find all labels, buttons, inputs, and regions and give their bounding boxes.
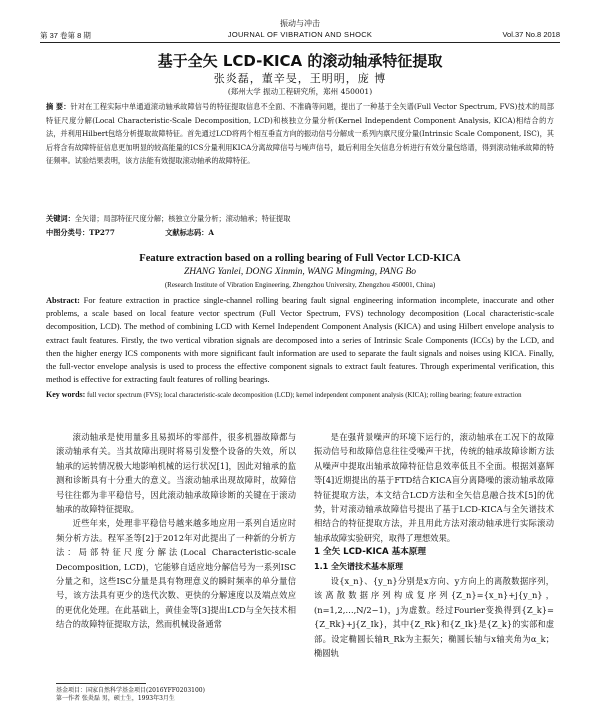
authors-cn: 张炎磊，董辛旻，王明明，庞 博 bbox=[213, 72, 387, 85]
abstract-en bbox=[46, 294, 554, 386]
authors-en: ZHANG Yanlei, DONG Xinmin, WANG Mingming, PANG Bo bbox=[183, 267, 417, 277]
abstract-cn-text: 针对在工程实际中单通道滚动轴承故障信号的特征提取信息不全面、不准确等问题，提出了一种基于全矢谱(Full Vector Spectrum, FVS)技术的局部特征尺度分解(Local Characteristic-Scale Decomposition, LCD)和核独立分量分析(Kernel Independent Component Analysis, KICA)相结合的方法，并利用Hilbert包络分析提取故障特征。首先通过LCD将两个相互垂直方向的振动信号分解成一系列内禀尺度分量(Intrinsic Scale Component, ISC)，其后将含有故障特征信息更加明显的较高能量的ICS分量利用KICA分离故障信号与噪声信号，最后利用全矢信息分析进行有效分量包络谱，得到滚动轴承故障的特征频率。试验结果表明，该方法能有效提取滚动轴承的故障特征。 bbox=[46, 102, 554, 166]
running-header bbox=[40, 30, 560, 43]
body-column-right bbox=[314, 430, 554, 661]
paragraph: 近些年来，处理非平稳信号越来越多地应用一系列自适应时频分析方法。程军圣等[2]于2012年对此提出了一种新的分析方法：局部特征尺度分解法(Local Characteristic-scale Decomposition, LCD)，它能够自适应地分解信号为一系列ISC分量之和，这些ISC分量是具有物理意义的瞬时频率的单分量信号，该方法具有更少的迭代次数、更快的分解速度以及端点效应的更优化处理。在此基础上，黄佳金等[3]提出LCD与全矢技术相结合的故障特征提取方法，然而机械设备通常 bbox=[56, 518, 296, 630]
title-en: Feature extraction based on a rolling bearing of Full Vector LCD-KICA bbox=[139, 253, 461, 264]
keywords-en bbox=[46, 388, 554, 402]
abstract-cn bbox=[46, 100, 554, 168]
keywords-cn-label: 关键词： bbox=[46, 214, 75, 223]
abstract-en-text: For feature extraction in practice single-channel rolling bearing fault signal engineering information incomplete, inaccurate and other problems, a scale based on local feature vector spectrum (Full Vector Spectrum, FVS) technology decomposition (Local characteristic-scale decomposition, LCD). The method of combining LCD with Kernel Independent Component Analysis (KICA) and using Hilbert envelope analysis to extract fault features. Firstly, the two vertical vibration signals are decomposed into a series of Intrinsic Scale Components (ICCs) by the LCD, and then the higher energy ICS components with more significant fault information are used to separate the fault signals and noises using KICA. Finally, the full-vector envelope analysis is used to process the effective component signals to extract fault features. Through experimental verification, this method is effective for extracting fault features of rolling bearings. bbox=[46, 296, 554, 385]
journal-name-en: JOURNAL OF VIBRATION AND SHOCK bbox=[227, 30, 373, 39]
abstract-cn-label: 摘 要： bbox=[46, 102, 71, 111]
institution-en: (Research Institute of Vibration Engineering, Zhengzhou University, Zhengzhou 450001, China) bbox=[164, 281, 436, 289]
keywords-cn bbox=[46, 214, 554, 224]
paragraph: 滚动轴承是使用量多且易损坏的零部件，很多机器故障都与滚动轴承有关。当其故障出现时将易引发整个设备的失效，所以轴承的运转情况极大地影响机械的运行状况[1]，因此对轴承的监测和诊断具有十分重大的意义。当滚动轴承出现故障时，故障信号往往都为非平稳信号，因此滚动轴承故障诊断的关键在于滚动轴承的故障特征提取。 bbox=[56, 432, 296, 515]
journal-name-cn: 振动与冲击 bbox=[280, 19, 320, 28]
body-column-left bbox=[56, 430, 296, 632]
document-code: 文献标志码：A bbox=[165, 228, 214, 237]
subsection-heading: 1.1 全矢谱技术基本原理 bbox=[314, 561, 403, 571]
footnote-author: 第一作者 张炎磊 男，硕士生，1993年3月生 bbox=[56, 695, 175, 702]
paragraph: 设{x_n}、{y_n}分别是x方向、y方向上的离散数据序列，该离散数据序列构成复序列{Z_n}={x_n}+j{y_n}，(n=1,2,…,N/2−1)，j为虚数。经过Fourier变换得到{Z_k}={Z_Rk}+j{Z_Ik}，其中{Z_Rk}和{Z_Ik}是{Z_k}的实部和虚部。设定椭圆长轴R_Rk为主振矢；椭圆长轴与x轴夹角为α_k；椭圆轨 bbox=[314, 576, 554, 659]
abstract-en-label: Abstract: bbox=[46, 296, 80, 305]
footnote-divider bbox=[56, 683, 146, 684]
keywords-cn-text: 全矢谱；局部特征尺度分解；核独立分量分析；滚动轴承；特征提取 bbox=[74, 214, 291, 223]
paragraph: 是在强背景噪声的环境下运行的，滚动轴承在工况下的故障振动信号和故障信息往往受噪声干扰，传统的轴承故障诊断方法从噪声中提取出轴承故障特征信息效率低且不全面。根据刘嘉辉等[4]近期提出的基于FTD结合KICA盲分离降噪的滚动轴承故障特征提取方法，本文结合LCD方法和全矢信息融合技术[5]的优势，针对滚动轴承故障信号提出了基于LCD-KICA与全矢谱技术相结合的特征提取方法，并且用此方法对滚动轴承进行实际滚动轴承故障实验研究，取得了理想效果。 bbox=[314, 432, 554, 543]
footnote-funding: 基金项目：国家自然科学基金项目(2016YFF0203100) bbox=[56, 687, 205, 694]
title-cn: 基于全矢 LCD-KICA 的滚动轴承特征提取 bbox=[157, 52, 443, 70]
volume-issue-cn: 第 37 卷第 8 期 bbox=[40, 31, 91, 40]
institution-cn: (郑州大学 振动工程研究所，郑州 450001) bbox=[227, 87, 373, 96]
keywords-en-label: Key words: bbox=[46, 390, 86, 399]
section-heading: 1 全矢 LCD-KICA 基本原理 bbox=[314, 547, 426, 558]
keywords-en-text: full vector spectrum (FVS); local characteristic-scale decomposition (LCD); kernel independent component analysis (KICA); rolling bearing; feature extraction bbox=[87, 392, 522, 399]
clc-number: 中图分类号：TP277 bbox=[46, 228, 115, 237]
volume-issue-en: Vol.37 No.8 2018 bbox=[502, 30, 560, 39]
classification-line bbox=[46, 228, 554, 238]
